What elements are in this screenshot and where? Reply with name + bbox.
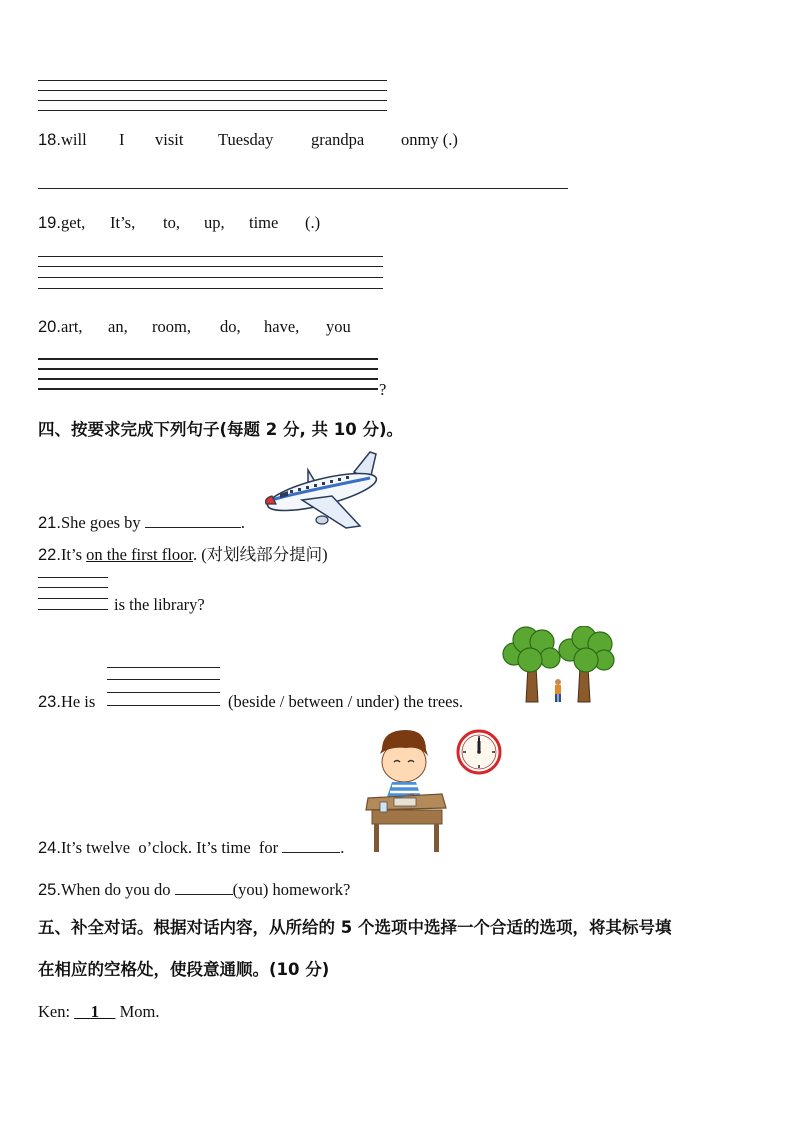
question-options: (beside / between / under) the trees. — [228, 692, 464, 711]
answer-line[interactable] — [38, 110, 387, 111]
question-text: It’s twelve o’clock. It’s time for — [60, 838, 279, 857]
answer-line[interactable] — [38, 266, 383, 267]
clock-icon — [456, 729, 502, 775]
question-number: 21. — [38, 514, 61, 532]
word-tile: to, — [163, 213, 180, 232]
question-text: When do you do — [60, 880, 171, 899]
answer-line[interactable] — [38, 587, 108, 588]
word-tile: have, — [264, 317, 300, 336]
word-tile: visit — [155, 130, 184, 149]
answer-line[interactable] — [38, 598, 108, 599]
answer-line[interactable] — [107, 705, 220, 706]
answer-line[interactable] — [38, 188, 568, 189]
word-tile: onmy (.) — [401, 130, 458, 149]
answer-line[interactable] — [107, 667, 220, 668]
answer-line[interactable] — [38, 256, 383, 257]
answer-line[interactable] — [38, 277, 383, 278]
answer-line[interactable] — [107, 692, 220, 693]
question-text-tail: (you) homework? — [232, 880, 351, 899]
question-mark: ? — [379, 380, 387, 399]
underlined-phrase: on the first floor — [86, 545, 193, 564]
word-tile: room, — [152, 317, 191, 336]
question-number: 19. — [38, 214, 61, 232]
question-21 — [38, 511, 245, 533]
answer-line[interactable] — [38, 100, 387, 101]
word-tile: I — [119, 130, 125, 149]
question-tail: is the library? — [114, 595, 205, 614]
section-5-title-line-1: 五、补全对话。根据对话内容，从所给的 5 个选项中选择一个合适的选项，将其标号填 — [38, 918, 672, 937]
end-period: . — [340, 838, 345, 857]
question-25 — [38, 878, 350, 900]
word-tile: grandpa — [311, 130, 365, 149]
question-24 — [38, 836, 344, 858]
question-23 — [38, 692, 95, 712]
answer-line[interactable] — [38, 80, 387, 81]
word-tile: time — [249, 213, 279, 232]
question-text: She goes by — [60, 513, 141, 532]
question-number: 24. — [38, 839, 61, 857]
word-tile: It’s, — [110, 213, 136, 232]
answer-line[interactable] — [38, 288, 383, 289]
answer-blank[interactable] — [145, 511, 241, 528]
word-tile: do, — [220, 317, 241, 336]
question-text: It’s — [60, 545, 87, 564]
dialog-text: Mom. — [119, 1002, 160, 1021]
section-5-title-line-2: 在相应的空格处，使段意通顺。(10 分) — [38, 960, 330, 979]
word-tile: will — [61, 130, 87, 149]
answer-line[interactable] — [38, 90, 387, 91]
dialog-line — [38, 1002, 159, 1022]
blank-value: 1 — [90, 1002, 99, 1021]
end-period: . — [240, 513, 245, 532]
word-tile: you — [326, 317, 351, 336]
answer-line[interactable] — [38, 388, 378, 390]
word-tile: Tuesday — [218, 130, 274, 149]
answer-line[interactable] — [38, 609, 108, 610]
answer-line[interactable] — [107, 679, 220, 680]
answer-line[interactable] — [38, 368, 378, 370]
trees-icon — [500, 626, 616, 706]
speaker: Ken: — [38, 1002, 71, 1021]
word-tile: get, — [61, 213, 86, 232]
word-tile: up, — [204, 213, 225, 232]
answer-blank[interactable] — [282, 836, 340, 853]
boy-eating-icon — [362, 728, 454, 854]
answer-line[interactable] — [38, 378, 378, 380]
word-tile: art, — [61, 317, 83, 336]
answer-line[interactable] — [38, 577, 108, 578]
question-number: 23. — [38, 693, 61, 711]
filled-blank[interactable] — [74, 1002, 115, 1021]
answer-line[interactable] — [38, 358, 378, 360]
word-tile: an, — [108, 317, 128, 336]
instruction: . (对划线部分提问) — [192, 545, 328, 564]
answer-blank[interactable] — [175, 878, 233, 895]
question-number: 18. — [38, 131, 61, 149]
airplane-icon — [262, 450, 382, 530]
question-22 — [38, 545, 328, 565]
question-number: 20. — [38, 318, 61, 336]
section-4-title: 四、按要求完成下列句子(每题 2 分, 共 10 分)。 — [38, 420, 404, 439]
word-tile: (.) — [305, 213, 321, 232]
question-text: He is — [60, 692, 96, 711]
question-number: 25. — [38, 881, 61, 899]
question-number: 22. — [38, 546, 61, 564]
